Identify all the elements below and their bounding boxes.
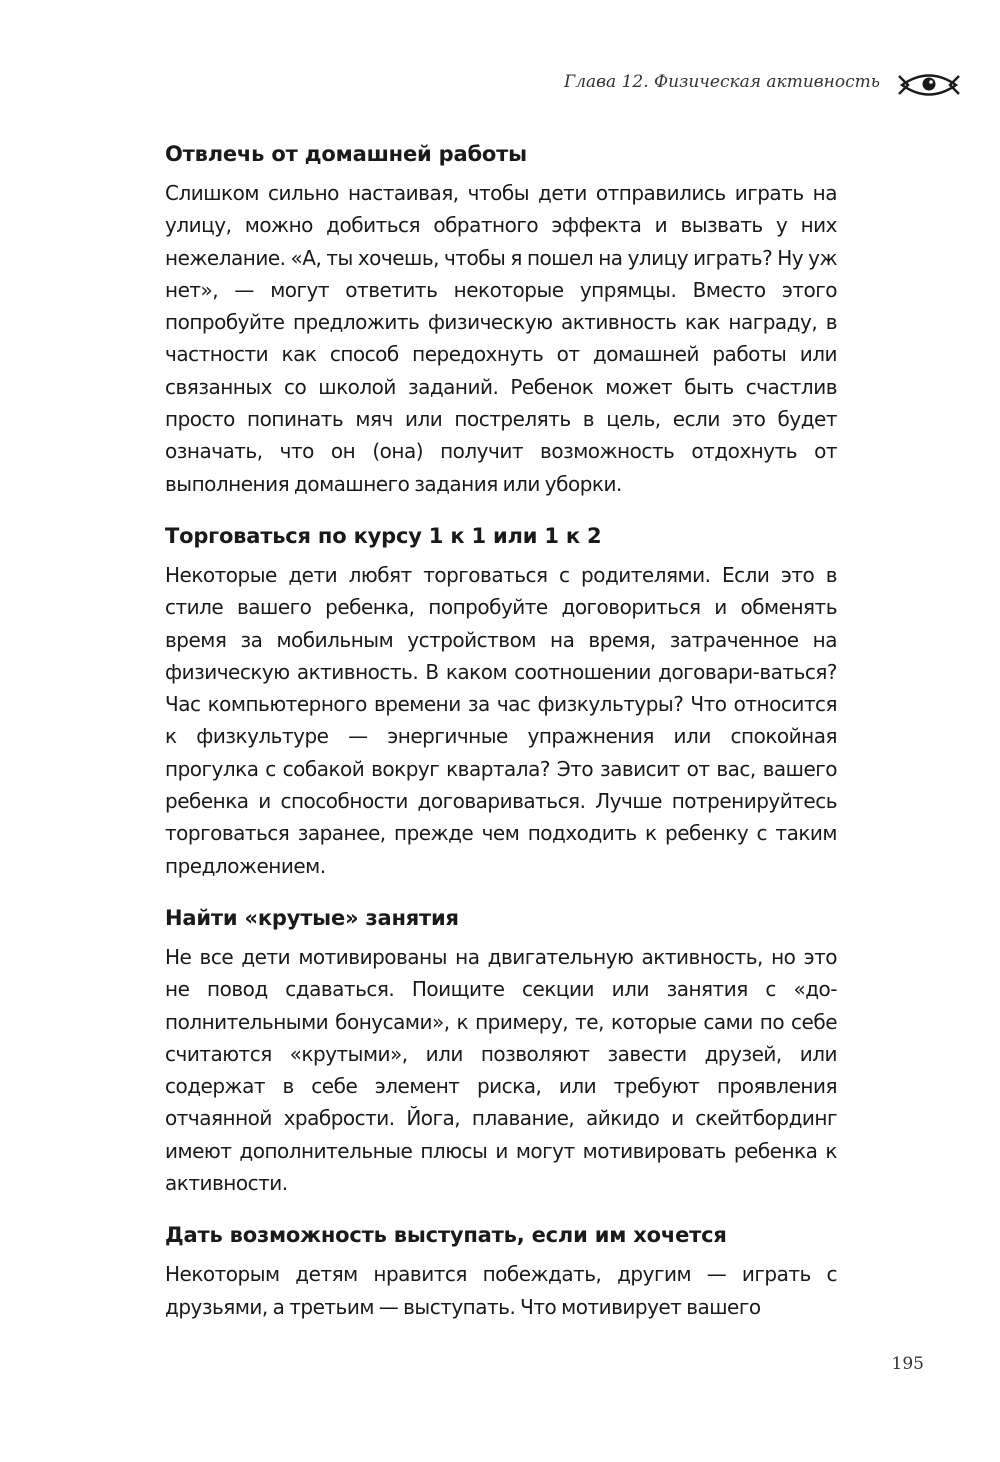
section-heading: Найти «крутые» занятия xyxy=(165,905,459,930)
section-trade-rate xyxy=(165,522,837,882)
section-paragraph: Слишком сильно настаивая, чтобы дети отправились играть на улицу, можно добиться обратного эффекта и вызвать у них нежелание. «А, ты хочешь, чтобы я пошел на улицу играть? Ну уж нет», — могут ответить некоторые упрямцы. Вместо этого попробуйте предложить физическую активность как награду, в частности как способ передохнуть от домашней работы или связанных со школой заданий. Ребенок может быть счастлив просто попинать мяч или пострелять в цель, если это будет означать, что он (она) получит возможность отдохнуть от выполнения домашнего задания или уборки. xyxy=(165,181,837,496)
main-content xyxy=(165,140,837,1323)
section-heading: Торговаться по курсу 1 к 1 или 1 к 2 xyxy=(165,523,602,548)
section-heading: Дать возможность выступать, если им хочется xyxy=(165,1223,727,1248)
section-heading: Отвлечь от домашней работы xyxy=(165,142,527,166)
section-cool-activities xyxy=(165,904,837,1199)
section-perform xyxy=(165,1221,837,1323)
section-paragraph: Некоторым детям нравится побеждать, другим — играть с друзьями, а третьим — выступать. Что мотивирует вашего xyxy=(165,1262,837,1319)
running-head: Глава 12. Физическая активность xyxy=(563,72,880,92)
page-number: 195 xyxy=(891,1354,924,1374)
section-paragraph: Не все дети мотивированы на двигательную активность, но это не повод сдаваться. Поищите секции или занятия с «до-полнительными бонусами», к примеру, те, которые сами по себе считаются «крутыми», или позволяют завести друзей, или содержат в себе элемент риска, или требуют проявления отчаянной храбрости. Йога, плавание, айкидо и скейтбординг имеют дополнительные плюсы и могут мотивировать ребенка к активности. xyxy=(165,944,837,1196)
eye-icon xyxy=(898,68,960,102)
section-distract-from-homework xyxy=(165,140,837,500)
section-paragraph: Некоторые дети любят торговаться с родителями. Если это в стиле вашего ребенка, попробуйте договориться и обменять время за мобильным устройством на время, затраченное на физическую активность. В каком соотношении договари-ваться? Час компьютерного времени за час физкультуры? Что относится к физкультуре — энергичные упражнения или спокойная прогулка с собакой вокруг квартала? Это зависит от вас, вашего ребенка и способности договариваться. Лучше потренируйтесь торговаться заранее, прежде чем подходить к ребенку с таким предложением. xyxy=(165,562,837,878)
